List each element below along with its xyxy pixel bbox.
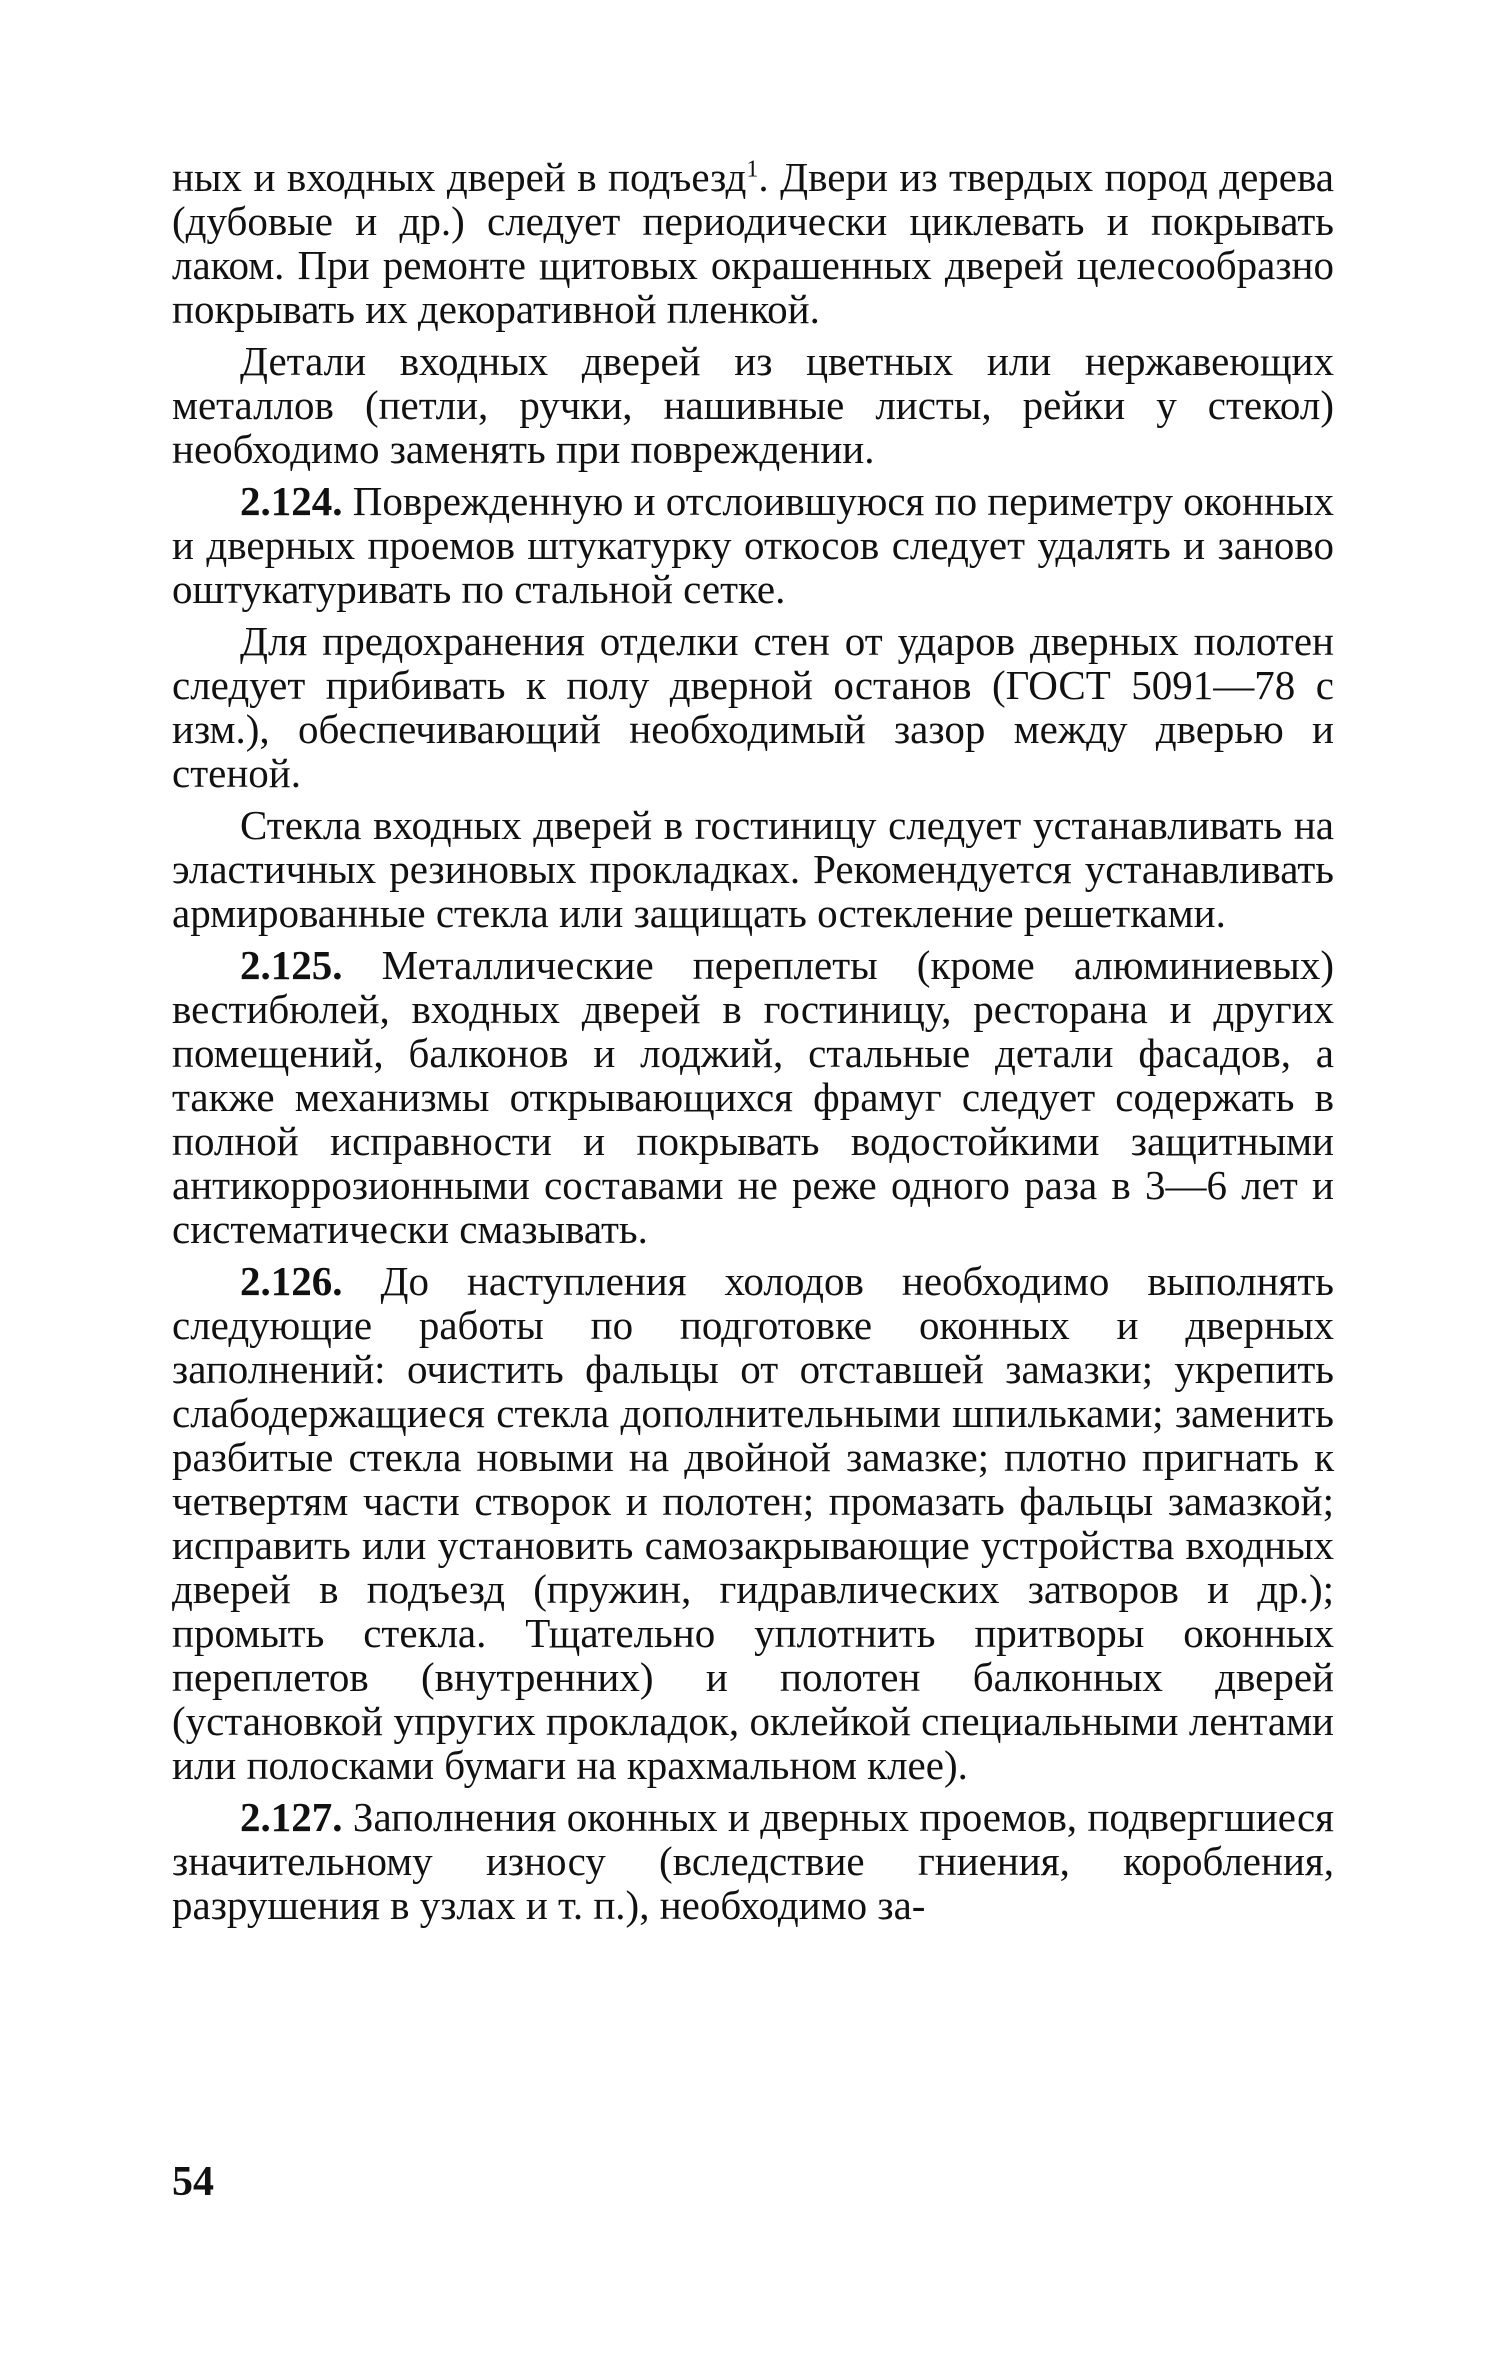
paragraph-text: До наступления холодов необходимо выполнять следующие работы по подготовке оконных и дверных заполнений: очистить фальцы от отставшей замазки; укрепить слабодержащиеся стекла дополнительными шпильками; заменить разбитые стекла новыми на двойной замазке; плотно пригнать к четвертям части створок и полотен; промазать фальцы замазкой; исправить или установить самозакрывающие устройства входных дверей в подъезд (пружин, гидравлических затворов и др.); промыть стекла. Тщательно уплотнить притворы оконных переплетов (внутренних) и полотен балконных дверей (установкой упругих прокладок, оклейкой специальными лентами или полосками бумаги на крахмальном клее). <box>172 1258 1334 1788</box>
paragraph-number: 2.126. <box>240 1258 343 1304</box>
paragraph-door-metal-parts <box>172 339 1334 471</box>
footnote-marker: 1 <box>746 156 759 183</box>
paragraph-number: 2.125. <box>240 942 343 988</box>
paragraph-text: Поврежденную и отслоившуюся по периметру оконных и дверных проемов штукатурку откосов следует удалять и заново оштукатуривать по стальной сетке. <box>172 478 1334 612</box>
page-number: 54 <box>172 2159 214 2205</box>
paragraph-2-126 <box>172 1259 1334 1787</box>
paragraph-number: 2.124. <box>240 478 343 524</box>
paragraph-text-start: ных и входных дверей в подъезд <box>172 154 747 200</box>
paragraph-door-stop <box>172 619 1334 795</box>
paragraph-text: . Двери из твердых пород дерева (дубовые и др.) следует периодически циклевать и покрывать лаком. При ремонте щитовых окрашенных дверей целесообразно покрывать их декоративной пленкой. <box>172 154 1335 332</box>
paragraph-doors-continuation <box>172 155 1334 331</box>
paragraph-text: Заполнения оконных и дверных проемов, подвергшиеся значительному износу (вследствие гниения, коробления, разрушения в узлах и т. п.), необходимо за- <box>172 1794 1334 1928</box>
paragraph-2-125 <box>172 943 1334 1251</box>
paragraph-text: Стекла входных дверей в гостиницу следует устанавливать на эластичных резиновых прокладках. Рекомендуется устанавливать армированные стекла или защищать остекление решетками. <box>172 802 1334 936</box>
paragraph-text: Детали входных дверей из цветных или нержавеющих металлов (петли, ручки, нашивные листы, рейки у стекол) необходимо заменять при повреждении. <box>172 338 1334 472</box>
paragraph-2-124 <box>172 479 1334 611</box>
paragraph-glass-gaskets <box>172 803 1334 935</box>
paragraph-number: 2.127. <box>240 1794 343 1840</box>
paragraph-text: Металлические переплеты (кроме алюминиевых) вестибюлей, входных дверей в гостиницу, ресторана и других помещений, балконов и лоджий, стальные детали фасадов, а также механизмы открывающихся фрамуг следует содержать в полной исправности и покрывать водостойкими защитными антикоррозионными составами не реже одного раза в 3—6 лет и систематически смазывать. <box>172 942 1334 1252</box>
paragraph-2-127 <box>172 1795 1334 1927</box>
body-text <box>172 155 1334 1935</box>
paragraph-text: Для предохранения отделки стен от ударов дверных полотен следует прибивать к полу дверной останов (ГОСТ 5091—78 с изм.), обеспечивающий необходимый зазор между дверью и стеной. <box>172 618 1334 796</box>
